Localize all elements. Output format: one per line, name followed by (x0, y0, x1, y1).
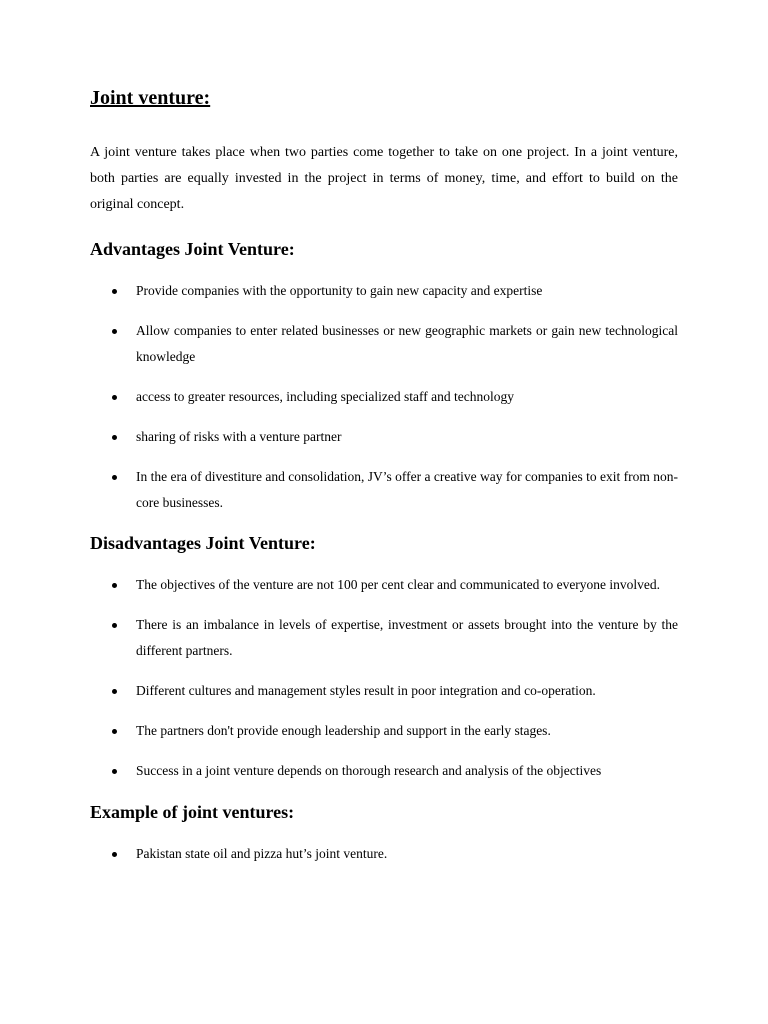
bullet-icon (112, 852, 117, 857)
list-item-text: access to greater resources, including specialized staff and technology (136, 389, 514, 404)
list-item (90, 718, 678, 744)
advantages-heading: Advantages Joint Venture: (90, 239, 295, 259)
disadvantages-list (90, 572, 678, 784)
list-item (90, 424, 678, 450)
bullet-icon (112, 289, 117, 294)
list-item (90, 384, 678, 410)
examples-list (90, 841, 678, 867)
bullet-icon (112, 435, 117, 440)
list-item (90, 278, 678, 304)
intro-paragraph: A joint venture takes place when two parties come together to take on one project. In a joint venture, both parties are equally invested in the project in terms of money, time, and effort to build on the original concept. (90, 145, 678, 212)
list-item (90, 572, 678, 598)
bullet-icon (112, 769, 117, 774)
bullet-icon (112, 583, 117, 588)
list-item (90, 318, 678, 370)
list-item-text: The objectives of the venture are not 100 per cent clear and communicated to everyone involved. (136, 577, 661, 592)
bullet-icon (112, 329, 117, 334)
advantages-list (90, 278, 678, 516)
bullet-icon (112, 689, 117, 694)
examples-heading: Example of joint ventures: (90, 802, 295, 822)
list-item-text: Success in a joint venture depends on thorough research and analysis of the objectives (136, 763, 602, 778)
list-item (90, 678, 678, 704)
bullet-icon (112, 475, 117, 480)
list-item-text: sharing of risks with a venture partner (136, 429, 342, 444)
bullet-icon (112, 395, 117, 400)
page-title: Joint venture: (90, 87, 211, 109)
bullet-icon (112, 729, 117, 734)
list-item-text: Pakistan state oil and pizza hut’s joint venture. (136, 846, 388, 861)
list-item (90, 841, 678, 867)
bullet-icon (112, 623, 117, 628)
document-page (90, 88, 678, 867)
list-item (90, 758, 678, 784)
list-item-text: Provide companies with the opportunity to gain new capacity and expertise (136, 283, 543, 298)
list-item-text: The partners don't provide enough leadership and support in the early stages. (136, 723, 551, 738)
list-item-text: Different cultures and management styles result in poor integration and co-operation. (136, 683, 596, 698)
list-item-text: Allow companies to enter related businesses or new geographic markets or gain new technological knowledge (136, 323, 678, 364)
list-item-text: In the era of divestiture and consolidation, JV’s offer a creative way for companies to exit from non-core businesses. (136, 469, 678, 510)
disadvantages-heading: Disadvantages Joint Venture: (90, 533, 316, 553)
list-item (90, 612, 678, 664)
list-item-text: There is an imbalance in levels of expertise, investment or assets brought into the venture by the different partners. (136, 617, 678, 658)
list-item (90, 464, 678, 516)
